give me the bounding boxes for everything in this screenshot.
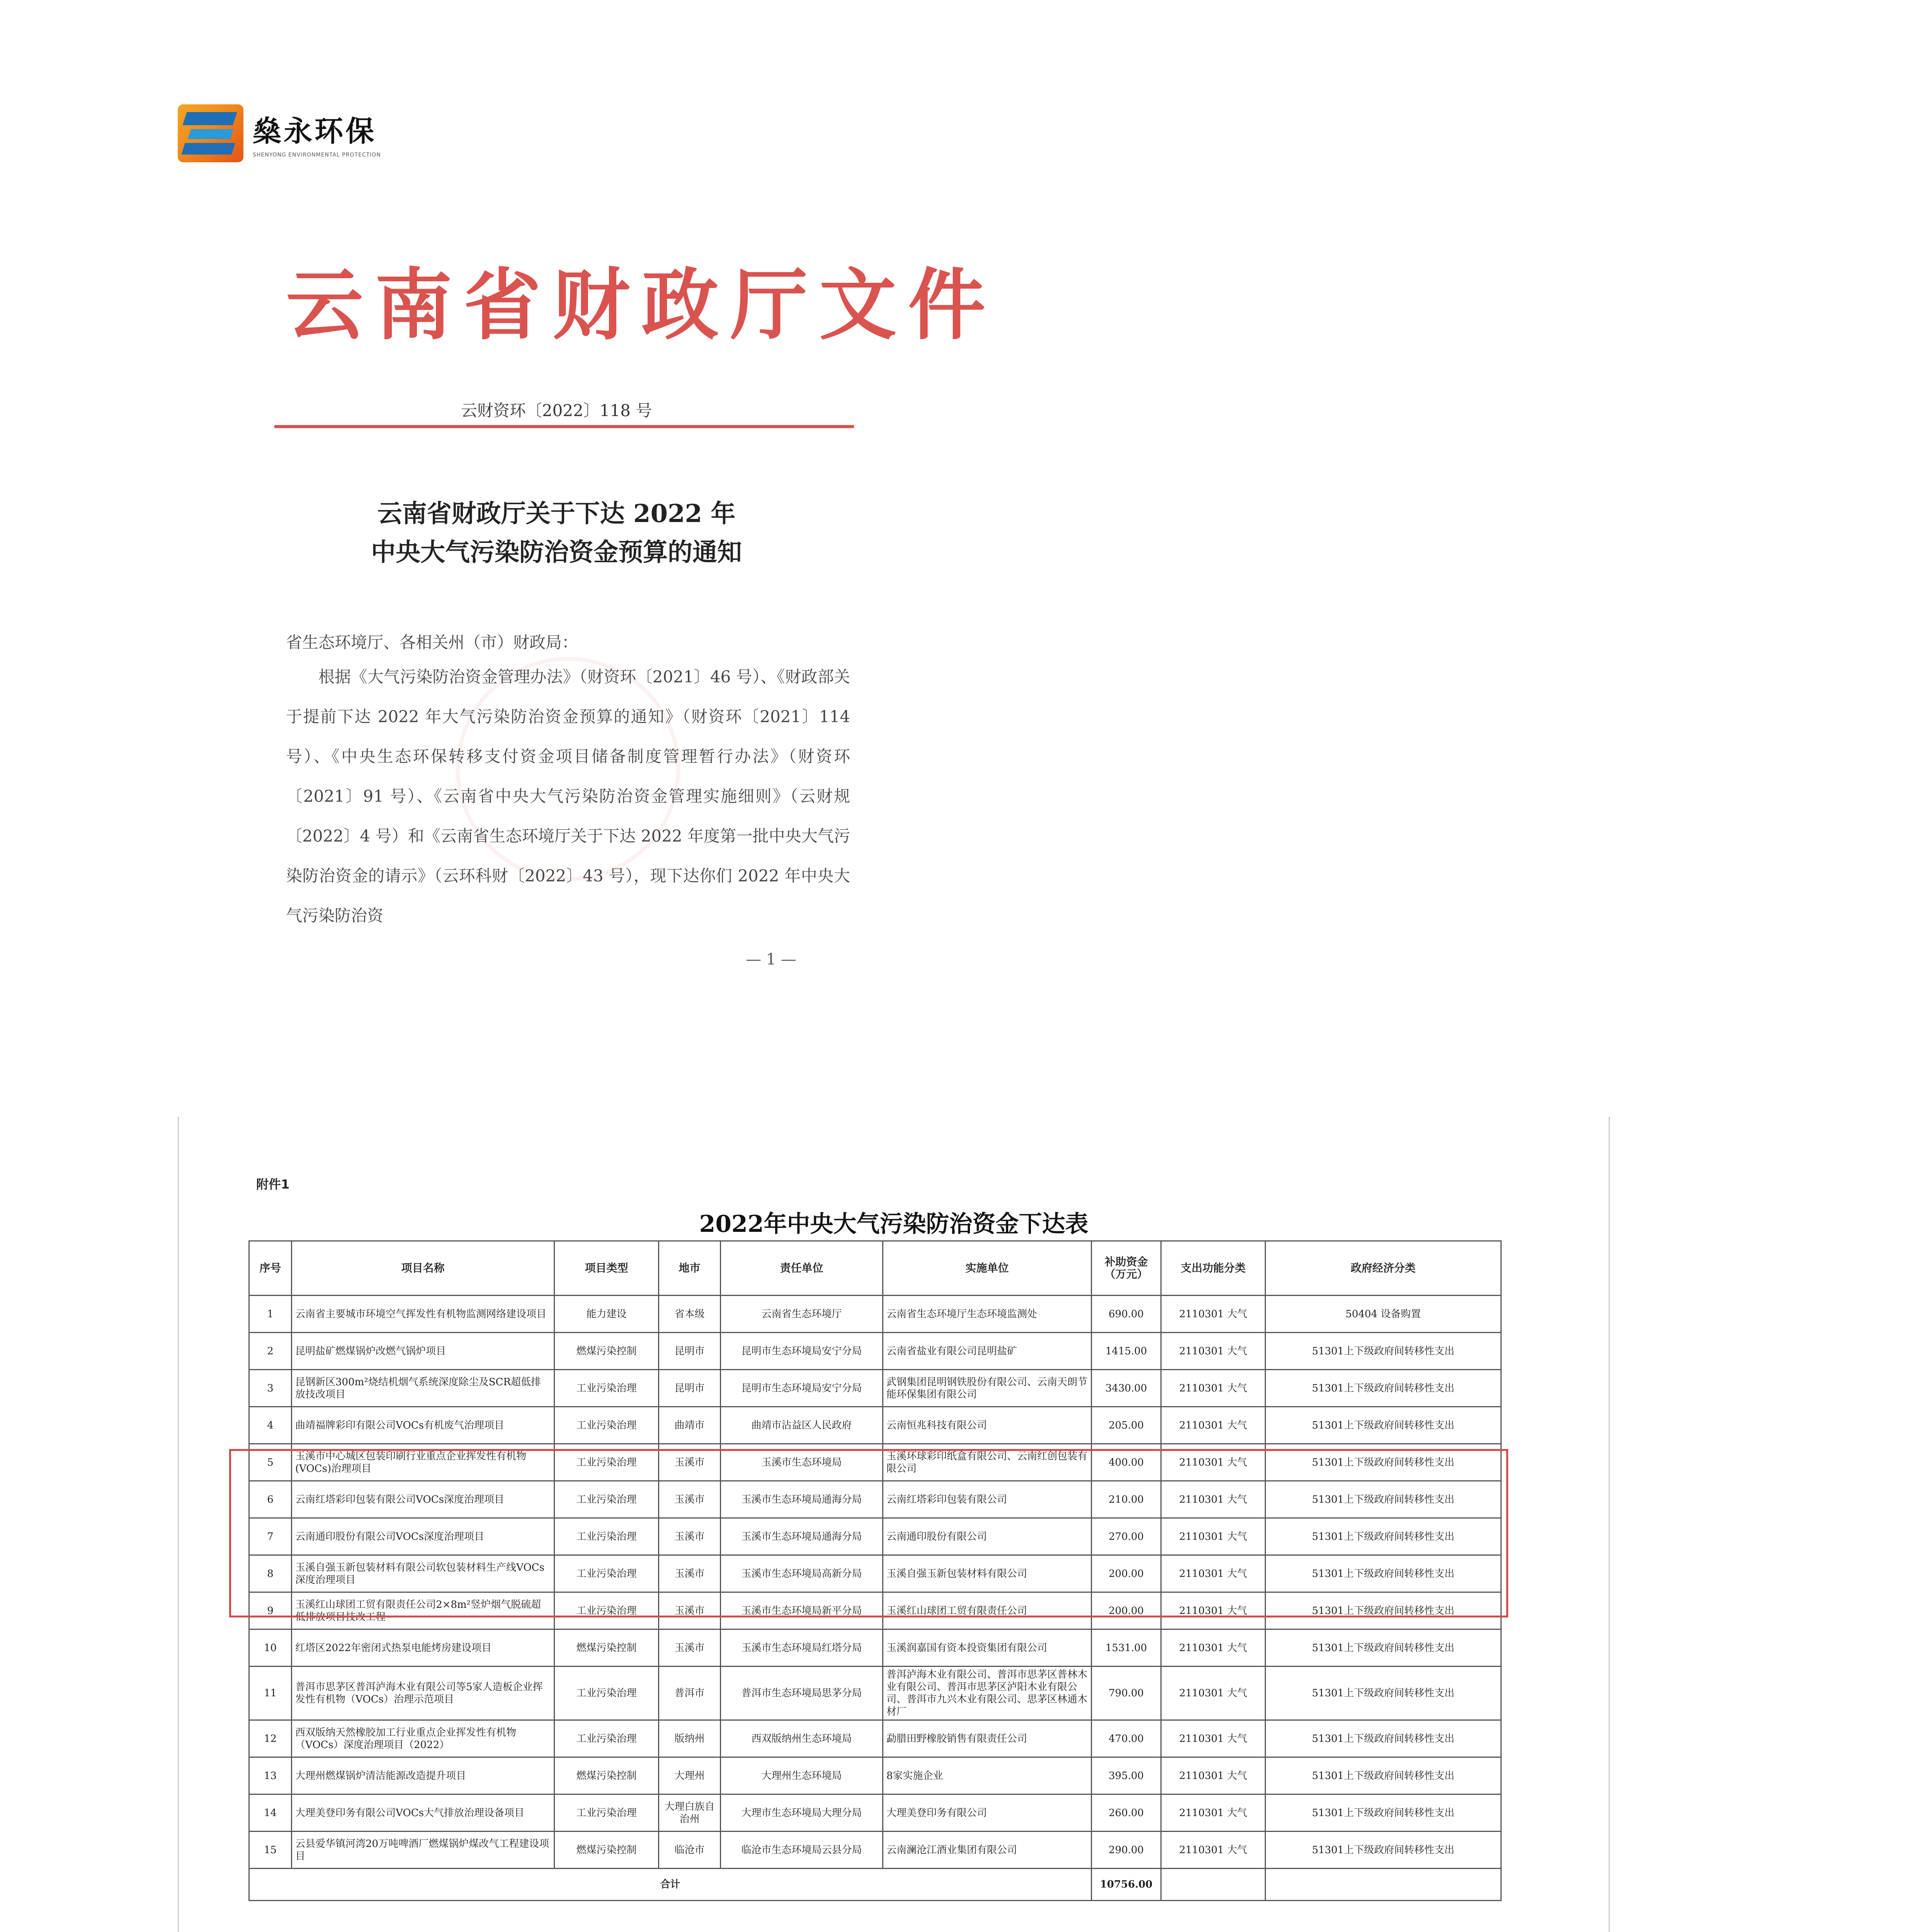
cell-name: 红塔区2022年密闭式热泵电能烤房建设项目 (292, 1629, 555, 1667)
cell-seq: 3 (249, 1370, 292, 1407)
cell-amount: 200.00 (1092, 1555, 1161, 1592)
cell-func: 2110301 大气 (1161, 1370, 1266, 1407)
table-row (249, 1518, 1501, 1555)
cell-seq: 10 (249, 1629, 292, 1667)
header-name: 项目名称 (292, 1241, 555, 1296)
cell-name: 云南省主要城市环境空气挥发性有机物监测网络建设项目 (292, 1296, 555, 1333)
cell-func: 2110301 大气 (1161, 1592, 1266, 1629)
cell-amount: 290.00 (1092, 1832, 1161, 1869)
red-divider (274, 425, 854, 428)
cell-type: 工业污染治理 (555, 1370, 659, 1407)
cell-func: 2110301 大气 (1161, 1629, 1266, 1667)
cell-resp: 临沧市生态环境局云县分局 (721, 1832, 883, 1869)
cell-name: 昆钢新区300m²烧结机烟气系统深度除尘及SCR超低排放技改项目 (292, 1370, 555, 1407)
cell-seq: 8 (249, 1555, 292, 1592)
cell-func: 2110301 大气 (1161, 1333, 1266, 1370)
funding-table (248, 1240, 1502, 1901)
cell-econ: 51301上下级政府间转移性支出 (1266, 1629, 1501, 1667)
cell-econ: 51301上下级政府间转移性支出 (1266, 1720, 1501, 1757)
header-region: 地市 (659, 1241, 721, 1296)
cell-seq: 1 (249, 1296, 292, 1333)
cell-region: 版纳州 (659, 1720, 721, 1757)
header-type: 项目类型 (555, 1241, 659, 1296)
cell-impl: 云南澜沧江酒业集团有限公司 (883, 1832, 1092, 1869)
cell-name: 云南红塔彩印包装有限公司VOCs深度治理项目 (292, 1481, 555, 1518)
cell-impl: 8家实施企业 (883, 1757, 1092, 1794)
cell-resp: 玉溪市生态环境局 (721, 1444, 883, 1481)
cell-region: 昆明市 (659, 1333, 721, 1370)
cell-region: 曲靖市 (659, 1407, 721, 1444)
document-number: 云财资环〔2022〕118 号 (461, 401, 652, 420)
cell-econ: 51301上下级政府间转移性支出 (1266, 1794, 1501, 1832)
cell-type: 工业污染治理 (555, 1592, 659, 1629)
logo-icon (178, 104, 243, 162)
cell-type: 工业污染治理 (555, 1444, 659, 1481)
annex-title: 2022年中央大气污染防治资金下达表 (699, 1211, 1089, 1238)
cell-econ: 51301上下级政府间转移性支出 (1266, 1481, 1501, 1518)
cell-econ: 51301上下级政府间转移性支出 (1266, 1667, 1501, 1720)
cell-name: 大理美登印务有限公司VOCs大气排放治理设备项目 (292, 1794, 555, 1832)
cell-func: 2110301 大气 (1161, 1518, 1266, 1555)
cell-impl: 勐腊田野橡胶销售有限责任公司 (883, 1720, 1092, 1757)
cell-impl: 玉溪环球彩印纸盒有限公司、云南红创包装有限公司 (883, 1444, 1092, 1481)
cell-amount: 3430.00 (1092, 1370, 1161, 1407)
cell-econ: 51301上下级政府间转移性支出 (1266, 1333, 1501, 1370)
cell-type: 燃煤污染控制 (555, 1629, 659, 1667)
cell-name: 曲靖福牌彩印有限公司VOCs有机废气治理项目 (292, 1407, 555, 1444)
table-header-row (249, 1241, 1501, 1296)
cell-type: 燃煤污染控制 (555, 1333, 659, 1370)
cell-region: 省本级 (659, 1296, 721, 1333)
cell-amount: 1531.00 (1092, 1629, 1161, 1667)
cell-func: 2110301 大气 (1161, 1720, 1266, 1757)
cell-name: 普洱市思茅区普洱泸海木业有限公司等5家人造板企业挥发性有机物（VOCs）治理示范项目 (292, 1667, 555, 1720)
document-scan (263, 216, 997, 989)
cell-resp: 玉溪市生态环境局红塔分局 (721, 1629, 883, 1667)
cell-amount: 790.00 (1092, 1667, 1161, 1720)
document-header: 云南省财政厅文件 (286, 260, 997, 350)
cell-type: 工业污染治理 (555, 1555, 659, 1592)
company-logo (178, 104, 381, 162)
table-row (249, 1667, 1501, 1720)
cell-impl: 普洱泸海木业有限公司、普洱市思茅区普林木业有限公司、普洱市思茅区泸阳木业有限公司、普洱市九兴木业有限公司、思茅区林通木材厂 (883, 1667, 1092, 1720)
cell-econ: 51301上下级政府间转移性支出 (1266, 1832, 1501, 1869)
cell-impl: 玉溪自强玉新包装材料有限公司 (883, 1555, 1092, 1592)
cell-type: 燃煤污染控制 (555, 1832, 659, 1869)
cell-seq: 2 (249, 1333, 292, 1370)
cell-amount: 270.00 (1092, 1518, 1161, 1555)
cell-region: 普洱市 (659, 1667, 721, 1720)
header-seq: 序号 (249, 1241, 292, 1296)
document-addressee: 省生态环境厅、各相关州（市）财政局： (286, 633, 578, 652)
cell-impl: 大理美登印务有限公司 (883, 1794, 1092, 1832)
header-amount: 补助资金（万元） (1092, 1241, 1161, 1296)
cell-impl: 玉溪红山球团工贸有限责任公司 (883, 1592, 1092, 1629)
document-body: 根据《大气污染防治资金管理办法》（财资环〔2021〕46 号）、《财政部关于提前下达 2022 年大气污染防治资金预算的通知》（财资环〔2021〕114 号）、《中央生态环保转移支付资金项目储备制度管理暂行办法》（财资环〔2021〕91 号）、《云南省中央大气污染防治资金管理实施细则》（云财规〔2022〕4 号）和《云南省生态环境厅关于下达 2022 年度第一批中央大气污染防治资金的请示》（云环科财〔2022〕43 号），现下达你们 2022 年中央大气污染防治资 (286, 667, 850, 925)
cell-region: 玉溪市 (659, 1481, 721, 1518)
cell-func: 2110301 大气 (1161, 1757, 1266, 1794)
cell-seq: 4 (249, 1407, 292, 1444)
cell-func: 2110301 大气 (1161, 1444, 1266, 1481)
total-amount: 10756.00 (1092, 1869, 1161, 1901)
cell-type: 工业污染治理 (555, 1481, 659, 1518)
cell-amount: 210.00 (1092, 1481, 1161, 1518)
cell-impl: 云南红塔彩印包装有限公司 (883, 1481, 1092, 1518)
header-resp: 责任单位 (721, 1241, 883, 1296)
header-econ: 政府经济分类 (1266, 1241, 1501, 1296)
cell-resp: 大理州生态环境局 (721, 1757, 883, 1794)
title-line-2: 中央大气污染防治资金预算的通知 (371, 538, 742, 567)
cell-seq: 11 (249, 1667, 292, 1720)
cell-resp: 普洱市生态环境局思茅分局 (721, 1667, 883, 1720)
table-row (249, 1333, 1501, 1370)
cell-seq: 6 (249, 1481, 292, 1518)
logo-subtitle: SHENYONG ENVIRONMENTAL PROTECTION (253, 152, 381, 158)
cell-func: 2110301 大气 (1161, 1832, 1266, 1869)
cell-resp: 云南省生态环境厅 (721, 1296, 883, 1333)
cell-amount: 690.00 (1092, 1296, 1161, 1333)
cell-impl: 玉溪润嘉国有资本投资集团有限公司 (883, 1629, 1092, 1667)
cell-name: 云南通印股份有限公司VOCs深度治理项目 (292, 1518, 555, 1555)
cell-region: 临沧市 (659, 1832, 721, 1869)
cell-resp: 玉溪市生态环境局通海分局 (721, 1518, 883, 1555)
cell-econ: 51301上下级政府间转移性支出 (1266, 1518, 1501, 1555)
table-row (249, 1370, 1501, 1407)
cell-resp: 玉溪市生态环境局高新分局 (721, 1555, 883, 1592)
cell-impl: 云南省生态环境厅生态环境监测处 (883, 1296, 1092, 1333)
table-row (249, 1592, 1501, 1629)
cell-amount: 470.00 (1092, 1720, 1161, 1757)
cell-econ: 50404 设备购置 (1266, 1296, 1501, 1333)
cell-resp: 玉溪市生态环境局通海分局 (721, 1481, 883, 1518)
cell-econ: 51301上下级政府间转移性支出 (1266, 1370, 1501, 1407)
cell-type: 工业污染治理 (555, 1518, 659, 1555)
cell-region: 大理州 (659, 1757, 721, 1794)
cell-name: 大理州燃煤锅炉清洁能源改造提升项目 (292, 1757, 555, 1794)
page-number: — 1 — (746, 951, 796, 968)
cell-type: 工业污染治理 (555, 1667, 659, 1720)
cell-name: 玉溪自强玉新包装材料有限公司软包装材料生产线VOCs深度治理项目 (292, 1555, 555, 1592)
document-title (263, 495, 850, 572)
cell-func: 2110301 大气 (1161, 1555, 1266, 1592)
cell-amount: 400.00 (1092, 1444, 1161, 1481)
cell-seq: 5 (249, 1444, 292, 1481)
cell-func: 2110301 大气 (1161, 1407, 1266, 1444)
cell-seq: 9 (249, 1592, 292, 1629)
table-row (249, 1481, 1501, 1518)
total-empty-2 (1266, 1869, 1501, 1901)
annex-label: 附件1 (256, 1177, 290, 1192)
cell-econ: 51301上下级政府间转移性支出 (1266, 1555, 1501, 1592)
table-row (249, 1555, 1501, 1592)
cell-name: 西双版纳天然橡胶加工行业重点企业挥发性有机物（VOCs）深度治理项目（2022） (292, 1720, 555, 1757)
total-row (249, 1869, 1501, 1901)
cell-impl: 武钢集团昆明钢铁股份有限公司、云南天朗节能环保集团有限公司 (883, 1370, 1092, 1407)
total-label: 合计 (249, 1869, 1092, 1901)
cell-seq: 14 (249, 1794, 292, 1832)
table-row (249, 1794, 1501, 1832)
cell-type: 能力建设 (555, 1296, 659, 1333)
cell-func: 2110301 大气 (1161, 1481, 1266, 1518)
table-row (249, 1720, 1501, 1757)
cell-impl: 云南通印股份有限公司 (883, 1518, 1092, 1555)
cell-resp: 昆明市生态环境局安宁分局 (721, 1333, 883, 1370)
table-row (249, 1629, 1501, 1667)
table-row (249, 1296, 1501, 1333)
cell-impl: 云南恒兆科技有限公司 (883, 1407, 1092, 1444)
total-empty-1 (1161, 1869, 1266, 1901)
table-row (249, 1407, 1501, 1444)
cell-amount: 200.00 (1092, 1592, 1161, 1629)
table-row (249, 1444, 1501, 1481)
cell-region: 玉溪市 (659, 1444, 721, 1481)
cell-type: 工业污染治理 (555, 1794, 659, 1832)
title-line-1: 云南省财政厅关于下达 2022 年 (377, 499, 736, 528)
cell-type: 燃煤污染控制 (555, 1757, 659, 1794)
cell-name: 玉溪市中心城区包装印刷行业重点企业挥发性有机物(VOCs)治理项目 (292, 1444, 555, 1481)
cell-func: 2110301 大气 (1161, 1667, 1266, 1720)
cell-region: 玉溪市 (659, 1629, 721, 1667)
cell-region: 大理白族自治州 (659, 1794, 721, 1832)
cell-resp: 西双版纳州生态环境局 (721, 1720, 883, 1757)
cell-type: 工业污染治理 (555, 1720, 659, 1757)
cell-type: 工业污染治理 (555, 1407, 659, 1444)
cell-amount: 260.00 (1092, 1794, 1161, 1832)
cell-seq: 13 (249, 1757, 292, 1794)
cell-econ: 51301上下级政府间转移性支出 (1266, 1757, 1501, 1794)
table-row (249, 1757, 1501, 1794)
logo-name: 燊永环保 (253, 115, 376, 148)
cell-resp: 玉溪市生态环境局新平分局 (721, 1592, 883, 1629)
cell-resp: 昆明市生态环境局安宁分局 (721, 1370, 883, 1407)
cell-region: 玉溪市 (659, 1592, 721, 1629)
cell-amount: 395.00 (1092, 1757, 1161, 1794)
cell-region: 玉溪市 (659, 1518, 721, 1555)
cell-region: 玉溪市 (659, 1555, 721, 1592)
cell-resp: 大理市生态环境局大理分局 (721, 1794, 883, 1832)
cell-func: 2110301 大气 (1161, 1794, 1266, 1832)
cell-resp: 曲靖市沾益区人民政府 (721, 1407, 883, 1444)
cell-name: 云县爱华镇河湾20万吨啤酒厂燃煤锅炉煤改气工程建设项目 (292, 1832, 555, 1869)
cell-func: 2110301 大气 (1161, 1296, 1266, 1333)
cell-region: 昆明市 (659, 1370, 721, 1407)
cell-econ: 51301上下级政府间转移性支出 (1266, 1407, 1501, 1444)
cell-name: 昆明盐矿燃煤锅炉改燃气锅炉项目 (292, 1333, 555, 1370)
cell-amount: 1415.00 (1092, 1333, 1161, 1370)
annex-section (178, 1117, 1610, 1932)
cell-econ: 51301上下级政府间转移性支出 (1266, 1592, 1501, 1629)
table-row (249, 1832, 1501, 1869)
cell-seq: 12 (249, 1720, 292, 1757)
header-impl: 实施单位 (883, 1241, 1092, 1296)
table-body (249, 1296, 1501, 1869)
cell-amount: 205.00 (1092, 1407, 1161, 1444)
cell-name: 玉溪红山球团工贸有限责任公司2×8m²竖炉烟气脱硫超低排放项目技改工程 (292, 1592, 555, 1629)
cell-seq: 15 (249, 1832, 292, 1869)
cell-impl: 云南省盐业有限公司昆明盐矿 (883, 1333, 1092, 1370)
cell-econ: 51301上下级政府间转移性支出 (1266, 1444, 1501, 1481)
cell-seq: 7 (249, 1518, 292, 1555)
header-func: 支出功能分类 (1161, 1241, 1266, 1296)
